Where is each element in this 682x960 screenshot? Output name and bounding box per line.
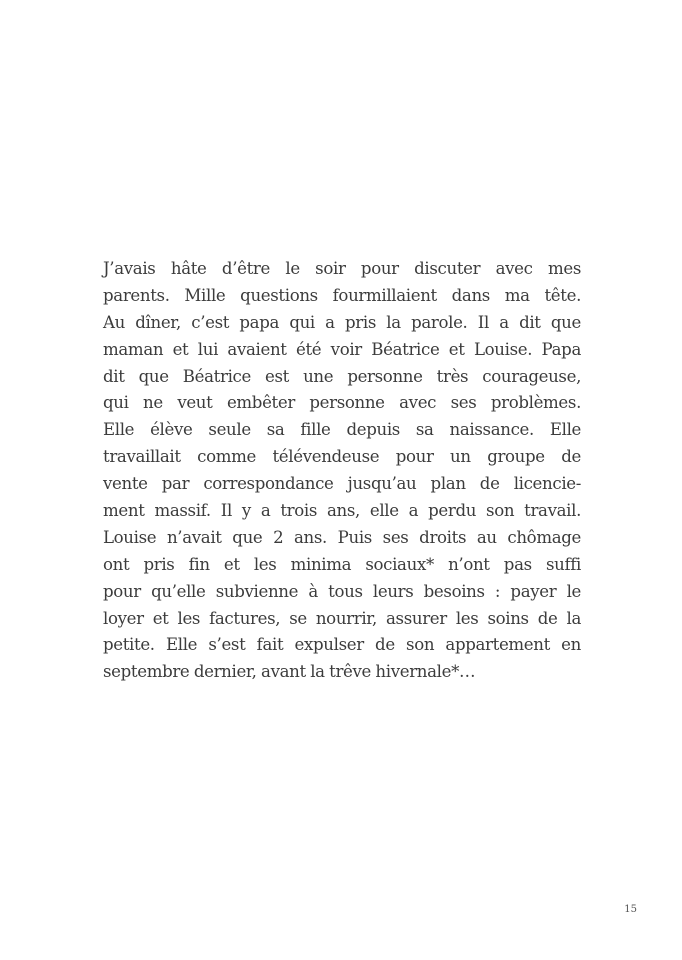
body-paragraph (103, 256, 581, 686)
page-number: 15 (624, 904, 637, 915)
text-line: Louise n’avait que 2 ans. Puis ses droits au chômage (103, 527, 581, 547)
text-line: J’avais hâte d’être le soir pour discuter avec mes (103, 259, 581, 278)
text-line: travaillait comme télévendeuse pour un groupe de (103, 447, 581, 467)
text-line: ment massif. Il y a trois ans, elle a perdu son travail. (103, 501, 581, 521)
text-line: loyer et les factures, se nourrir, assurer les soins de la (103, 608, 581, 628)
text-line: ont pris fin et les minima sociaux* n’ont pas suffi (103, 554, 581, 574)
text-line: vente par correspondance jusqu’au plan de licencie- (103, 474, 581, 494)
text-line: parents. Mille questions fourmillaient dans ma tête. (103, 285, 581, 305)
text-line: Au dîner, c’est papa qui a pris la parole. Il a dit que (103, 312, 581, 332)
text-line: petite. Elle s’est fait expulser de son appartement en (103, 635, 581, 655)
text-line: septembre dernier, avant la trêve hivernale*… (103, 662, 476, 682)
text-line: maman et lui avaient été voir Béatrice et Louise. Papa (103, 339, 581, 359)
text-line: qui ne veut embêter personne avec ses problèmes. (103, 393, 581, 413)
text-line: pour qu’elle subvienne à tous leurs besoins : payer le (103, 581, 581, 601)
text-line: dit que Béatrice est une personne très courageuse, (103, 366, 581, 386)
text-line: Elle élève seule sa fille depuis sa naissance. Elle (103, 420, 581, 440)
